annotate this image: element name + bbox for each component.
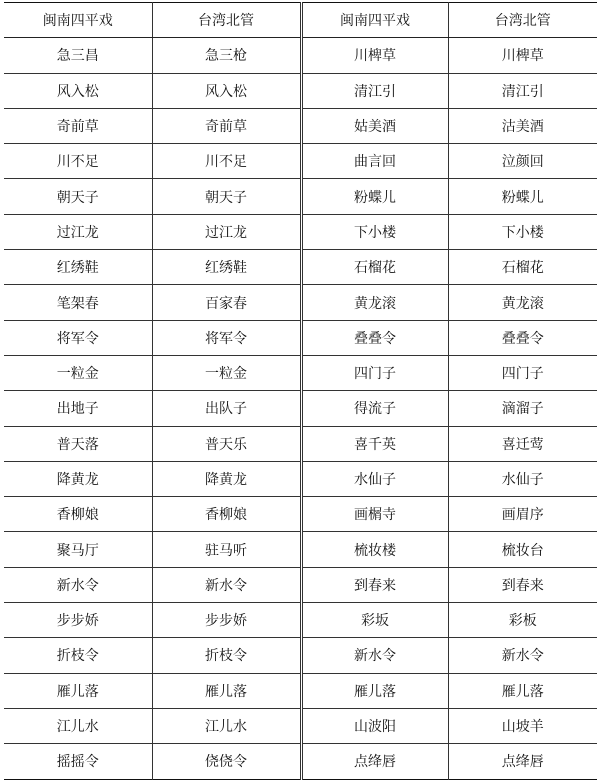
cell-taiwan-beiguan-right: 石榴花 <box>501 260 544 277</box>
table-row <box>4 250 597 285</box>
cell-taiwan-beiguan-left: 风入松 <box>152 73 301 108</box>
cell-taiwan-beiguan-right: 四门子 <box>501 366 544 383</box>
cell-taiwan-beiguan-left: 将军令 <box>152 320 301 355</box>
cell-minnan-siping-right: 曲言回 <box>301 144 448 179</box>
table-body <box>4 38 597 779</box>
cell-taiwan-beiguan-right: 到春来 <box>501 577 544 594</box>
table-row <box>4 73 597 108</box>
table-row <box>4 391 597 426</box>
cell-taiwan-beiguan-right: 下小楼 <box>501 224 544 241</box>
cell-minnan-siping-left: 降黄龙 <box>4 461 152 496</box>
cell-taiwan-beiguan-left: 新水令 <box>152 567 301 602</box>
cell-taiwan-beiguan-right: 新水令 <box>501 648 544 665</box>
tune-comparison-table <box>4 2 597 780</box>
cell-minnan-siping-left: 雁儿落 <box>4 673 152 708</box>
table-row <box>4 320 597 355</box>
table-row <box>4 638 597 673</box>
table-row <box>4 108 597 143</box>
cell-taiwan-beiguan-left: 奇前草 <box>152 108 301 143</box>
header-cell-taiwan-beiguan-left: 台湾北管 <box>152 3 301 38</box>
cell-taiwan-beiguan-right: 黄龙滚 <box>501 295 544 312</box>
cell-taiwan-beiguan-left: 急三枪 <box>152 38 301 73</box>
cell-minnan-siping-right: 喜千英 <box>301 426 448 461</box>
cell-minnan-siping-right: 点绛唇 <box>301 744 448 779</box>
header-cell-minnan-siping-right: 闽南四平戏 <box>301 3 448 38</box>
cell-taiwan-beiguan-right: 清江引 <box>501 83 544 100</box>
cell-taiwan-beiguan-right: 滴溜子 <box>501 401 544 418</box>
cell-minnan-siping-right: 四门子 <box>301 355 448 390</box>
cell-minnan-siping-left: 朝天子 <box>4 179 152 214</box>
table-row <box>4 744 597 779</box>
cell-minnan-siping-left: 笔架春 <box>4 285 152 320</box>
cell-minnan-siping-left: 聚马厅 <box>4 532 152 567</box>
cell-taiwan-beiguan-left: 侥侥令 <box>152 744 301 779</box>
cell-minnan-siping-right: 彩坂 <box>301 603 448 638</box>
table-row <box>4 214 597 249</box>
table-row <box>4 603 597 638</box>
cell-taiwan-beiguan-right: 彩板 <box>508 613 537 630</box>
cell-minnan-siping-right: 梳妆楼 <box>301 532 448 567</box>
table-row <box>4 144 597 179</box>
cell-taiwan-beiguan-left: 折枝令 <box>152 638 301 673</box>
cell-taiwan-beiguan-left: 步步娇 <box>152 603 301 638</box>
cell-minnan-siping-right: 山波阳 <box>301 708 448 743</box>
cell-taiwan-beiguan-right: 粉蝶儿 <box>501 189 544 206</box>
table-row <box>4 461 597 496</box>
cell-taiwan-beiguan-left: 雁儿落 <box>152 673 301 708</box>
cell-minnan-siping-left: 新水令 <box>4 567 152 602</box>
cell-taiwan-beiguan-left: 川不足 <box>152 144 301 179</box>
cell-minnan-siping-right: 到春来 <box>301 567 448 602</box>
cell-minnan-siping-left: 将军令 <box>4 320 152 355</box>
cell-minnan-siping-left: 江儿水 <box>4 708 152 743</box>
cell-minnan-siping-left: 香柳娘 <box>4 497 152 532</box>
cell-minnan-siping-left: 川不足 <box>4 144 152 179</box>
table-row <box>4 497 597 532</box>
cell-taiwan-beiguan-left: 红绣鞋 <box>152 250 301 285</box>
cell-minnan-siping-right: 粉蝶儿 <box>301 179 448 214</box>
cell-minnan-siping-left: 普天落 <box>4 426 152 461</box>
cell-taiwan-beiguan-left: 江儿水 <box>152 708 301 743</box>
cell-minnan-siping-left: 步步娇 <box>4 603 152 638</box>
cell-minnan-siping-left: 奇前草 <box>4 108 152 143</box>
cell-taiwan-beiguan-right: 叠叠令 <box>501 330 544 347</box>
header-row <box>4 3 597 38</box>
table-row <box>4 673 597 708</box>
cell-minnan-siping-left: 折枝令 <box>4 638 152 673</box>
cell-minnan-siping-right: 画榍寺 <box>301 497 448 532</box>
cell-minnan-siping-right: 石榴花 <box>301 250 448 285</box>
cell-taiwan-beiguan-right: 雁儿落 <box>501 683 544 700</box>
cell-minnan-siping-right: 水仙子 <box>301 461 448 496</box>
cell-minnan-siping-left: 过江龙 <box>4 214 152 249</box>
table-row <box>4 179 597 214</box>
table-row <box>4 426 597 461</box>
cell-minnan-siping-right: 得流子 <box>301 391 448 426</box>
cell-minnan-siping-left: 摇摇令 <box>4 744 152 779</box>
cell-taiwan-beiguan-right: 点绛唇 <box>501 754 544 771</box>
cell-taiwan-beiguan-right: 山坡羊 <box>501 719 544 736</box>
cell-minnan-siping-left: 风入松 <box>4 73 152 108</box>
cell-minnan-siping-right: 雁儿落 <box>301 673 448 708</box>
cell-taiwan-beiguan-left: 朝天子 <box>152 179 301 214</box>
cell-taiwan-beiguan-right: 画眉序 <box>501 507 544 524</box>
cell-minnan-siping-left: 一粒金 <box>4 355 152 390</box>
table-row <box>4 567 597 602</box>
table-row <box>4 355 597 390</box>
cell-taiwan-beiguan-right: 川椑草 <box>501 48 544 65</box>
table-row <box>4 285 597 320</box>
header-cell-taiwan-beiguan-right: 台湾北管 <box>448 3 597 38</box>
header-cell-minnan-siping-left: 闽南四平戏 <box>4 3 152 38</box>
cell-taiwan-beiguan-right: 沽美酒 <box>501 119 544 136</box>
cell-minnan-siping-left: 出地子 <box>4 391 152 426</box>
cell-minnan-siping-left: 红绣鞋 <box>4 250 152 285</box>
cell-minnan-siping-right: 下小楼 <box>301 214 448 249</box>
cell-minnan-siping-right: 叠叠令 <box>301 320 448 355</box>
cell-taiwan-beiguan-right: 喜迁莺 <box>501 436 544 453</box>
cell-minnan-siping-right: 新水令 <box>301 638 448 673</box>
cell-taiwan-beiguan-left: 驻马听 <box>152 532 301 567</box>
table-row <box>4 708 597 743</box>
cell-minnan-siping-right: 川椑草 <box>301 38 448 73</box>
table-row <box>4 532 597 567</box>
cell-taiwan-beiguan-left: 出队子 <box>152 391 301 426</box>
cell-taiwan-beiguan-right: 水仙子 <box>501 472 544 488</box>
cell-taiwan-beiguan-right: 泣颜回 <box>501 154 544 171</box>
cell-minnan-siping-right: 清江引 <box>301 73 448 108</box>
cell-minnan-siping-left: 急三昌 <box>4 38 152 73</box>
table-row <box>4 38 597 73</box>
cell-minnan-siping-right: 黄龙滚 <box>301 285 448 320</box>
cell-taiwan-beiguan-right: 梳妆台 <box>501 542 544 559</box>
cell-taiwan-beiguan-left: 过江龙 <box>152 214 301 249</box>
cell-taiwan-beiguan-left: 一粒金 <box>152 355 301 390</box>
cell-minnan-siping-right: 姑美酒 <box>301 108 448 143</box>
cell-taiwan-beiguan-left: 百家春 <box>152 285 301 320</box>
cell-taiwan-beiguan-left: 香柳娘 <box>152 497 301 532</box>
cell-taiwan-beiguan-left: 降黄龙 <box>152 461 301 496</box>
cell-taiwan-beiguan-left: 普天乐 <box>152 426 301 461</box>
